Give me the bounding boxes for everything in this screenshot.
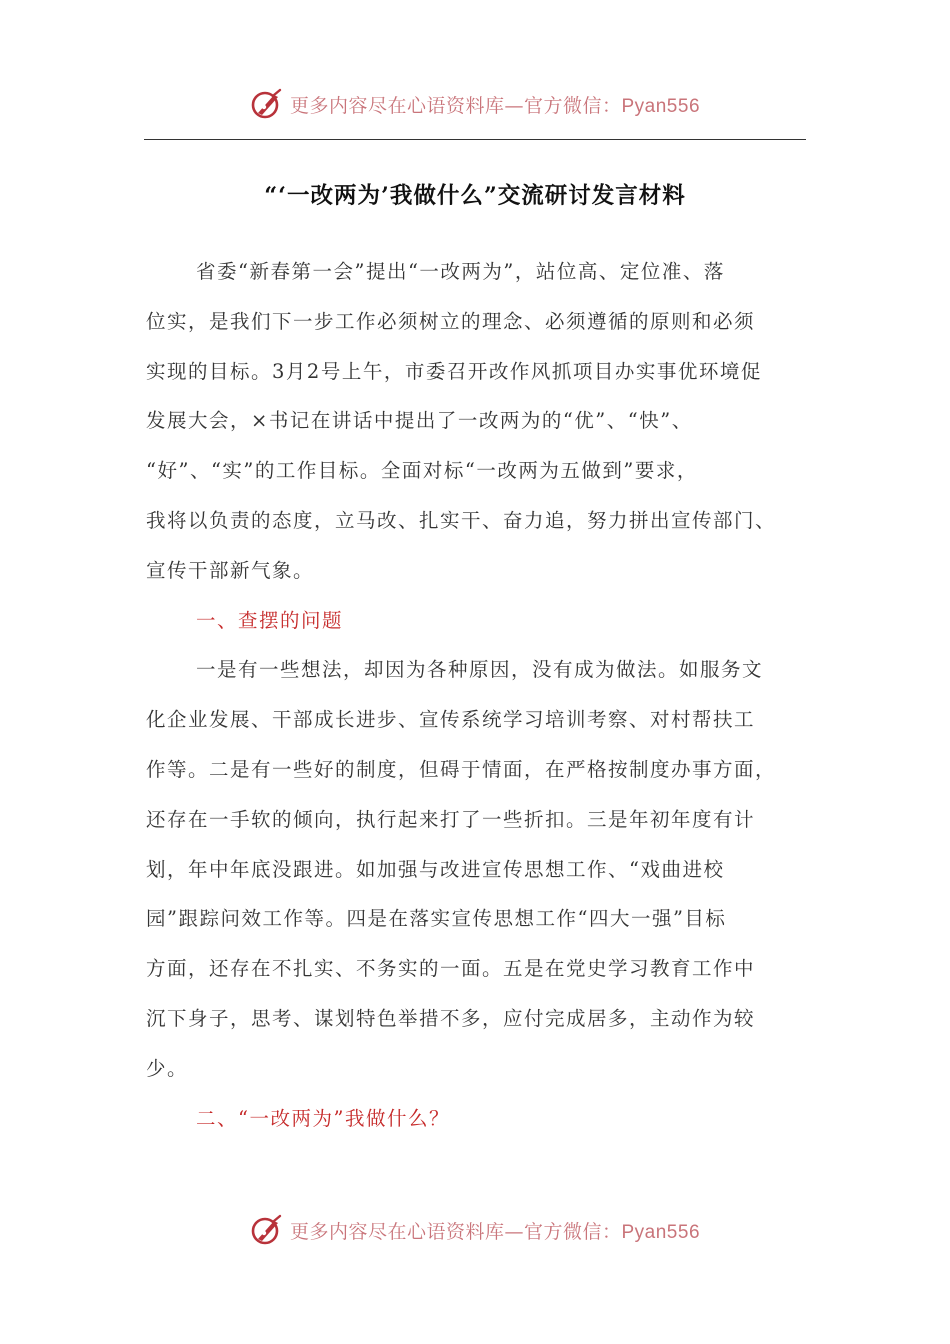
wechat-id: Pyan556 [621, 95, 701, 117]
paragraph-line: “好”、“实”的工作目标。全面对标“一改两为五做到”要求， [146, 459, 698, 483]
header-divider [144, 139, 806, 140]
paragraph-line: 化企业发展、干部成长进步、宣传系统学习培训考察、对村帮扶工 [146, 708, 756, 732]
wechat-id: Pyan556 [621, 1221, 701, 1243]
pen-logo-icon [250, 1213, 284, 1247]
paragraph-line: 园”跟踪问效工作等。四是在落实宣传思想工作“四大一强”目标 [146, 907, 727, 931]
paragraph-line: 沉下身子，思考、谋划特色举措不多，应付完成居多，主动作为较 [146, 1006, 756, 1030]
watermark-text: 更多内容尽在心语资料库—官方微信：Pyan556 [289, 1220, 701, 1243]
watermark-text: 更多内容尽在心语资料库—官方微信：Pyan556 [289, 94, 701, 117]
pen-logo-icon [250, 87, 284, 121]
paragraph-line: 少。 [146, 1056, 189, 1080]
paragraph-line: 省委“新春第一会”提出“一改两为”，站位高、定位准、落 [196, 260, 725, 283]
section-heading: 一、查摆的问题 [196, 608, 344, 632]
paragraph-line: 作等。二是有一些好的制度，但碍于情面，在严格按制度办事方面， [146, 757, 777, 781]
paragraph-line: 发展大会，×书记在讲话中提出了一改两为的“优”、“快”、 [146, 409, 693, 433]
document-body [146, 247, 811, 1143]
paragraph-line: 我将以负责的态度，立马改、扎实干、奋力追，努力拼出宣传部门、 [146, 508, 777, 532]
footer-watermark [0, 1210, 950, 1250]
paragraph-line: 宣传干部新气象。 [146, 558, 315, 582]
paragraph-line: 还存在一手软的倾向，执行起来打了一些折扣。三是年初年度有计 [146, 807, 756, 831]
paragraph-line: 实现的目标。3月2号上午，市委召开改作风抓项目办实事优环境促 [146, 359, 762, 383]
paragraph-line: 一是有一些想法，却因为各种原因，没有成为做法。如服务文 [196, 658, 764, 682]
paragraph-line: 划，年中年底没跟进。如加强与改进宣传思想工作、“戏曲进校 [146, 857, 725, 881]
header-watermark [0, 84, 950, 124]
document-title: “‘一改两为’我做什么”交流研讨发言材料 [264, 183, 686, 209]
paragraph-line: 方面，还存在不扎实、不务实的一面。五是在党史学习教育工作中 [146, 957, 756, 981]
paragraph-line: 位实，是我们下一步工作必须树立的理念、必须遵循的原则和必须 [146, 309, 756, 333]
section-heading: 二、“一改两为”我做什么？ [196, 1106, 450, 1130]
